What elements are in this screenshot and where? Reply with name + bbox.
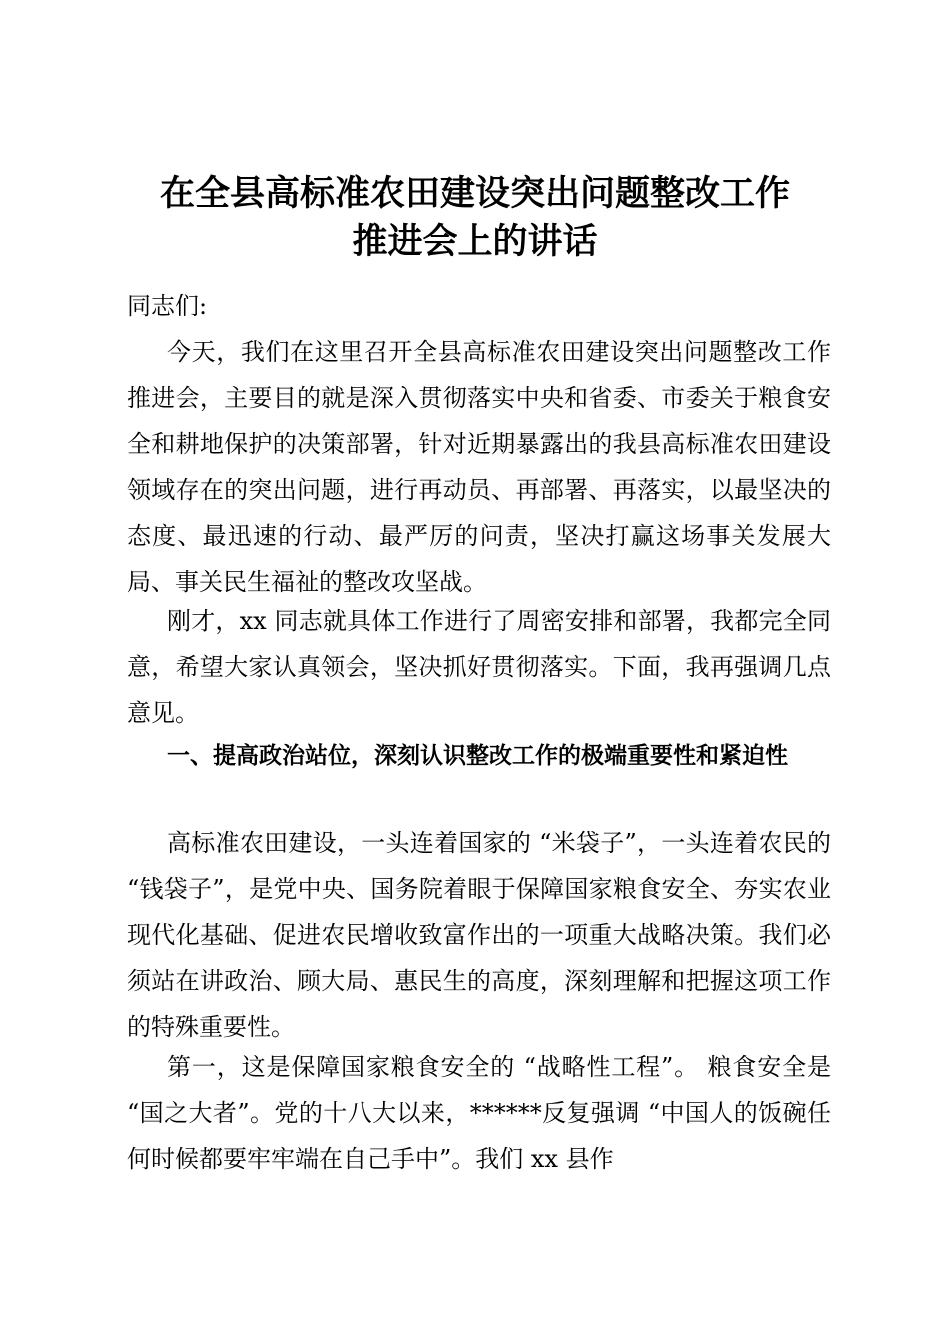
section-paragraph-2: 第一，这是保障国家粮食安全的 “战略性工程”。 粮食安全是 “国之大者”。党的十八大以来，******反复强调 “中国人的饭碗任何时候都要牢牢端在自己手中”。我们 xx 县作	[127, 1053, 831, 1174]
section-paragraph-1: 高标准农田建设，一头连着国家的 “米袋子”，一头连着农民的 “钱袋子”，是党中央、国务院着眼于保障国家粮食安全、夯实农业现代化基础、促进农民增收致富作出的一项重大战略决策。我们必须站在讲政治、顾大局、惠民生的高度，深刻理解和把握这项工作的特殊重要性。	[127, 829, 831, 1042]
salutation: 同志们:	[127, 292, 208, 320]
paragraph-arrangement: 刚才，xx 同志就具体工作进行了周密安排和部署，我都完全同意，希望大家认真领会，坚决抓好贯彻落实。下面，我再强调几点意见。	[127, 607, 831, 728]
document-title-line-2: 推进会上的讲话	[352, 222, 598, 262]
paragraph-opening: 今天，我们在这里召开全县高标准农田建设突出问题整改工作推进会，主要目的就是深入贯彻落实中央和省委、市委关于粮食安全和耕地保护的决策部署，针对近期暴露出的我县高标准农田建设领域存在的突出问题，进行再动员、再部署、再落实，以最坚决的态度、最迅速的行动、最严厉的问责，坚决打赢这场事关发展大局、事关民生福祉的整改攻坚战。	[127, 338, 831, 597]
section-heading-1: 一、提高政治站位，深刻认识整改工作的极端重要性和紧迫性	[167, 743, 788, 769]
document-title-line-1: 在全县高标准农田建设突出问题整改工作	[159, 174, 790, 214]
